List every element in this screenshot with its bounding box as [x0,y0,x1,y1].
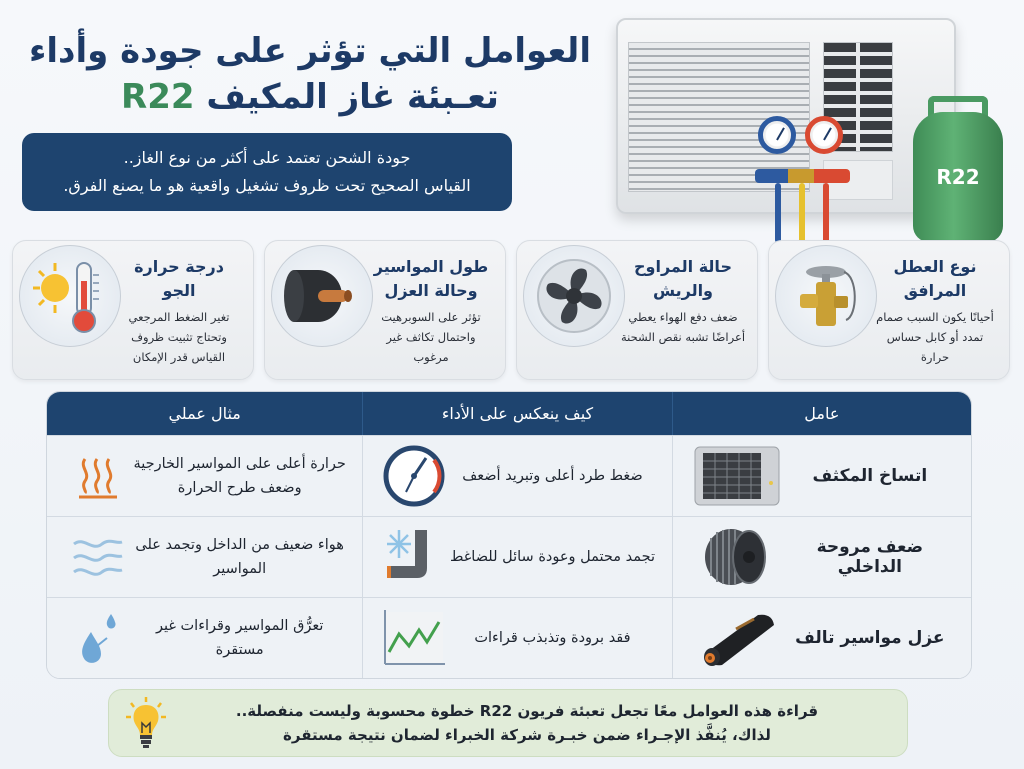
footer-text [171,699,883,747]
hero-illustration [610,14,1010,244]
card-description: تؤثر على السوبرهيت واحتمال تكاثف غير مرغوب [381,310,481,364]
air-waves-icon [63,524,133,590]
fan-icon [523,245,625,347]
footer-note [108,689,908,757]
footer-line-2: لذاك، يُنفَّذ الإجـراء ضمن خبـرة شركة الخبراء لضمان نتيجة مستقرة [283,726,771,744]
insulated-pipe-icon [271,245,373,347]
factor-label: عزل مواسير تالف [795,628,945,648]
cell-example [47,598,362,678]
water-drops-icon [63,605,133,671]
factor-card [264,240,506,380]
title-block [20,28,600,120]
factor-label: اتساخ المكثف [812,466,928,486]
effect-text: فقد برودة وتذبذب قراءات [474,630,631,646]
table-row [47,435,971,516]
page-title-line-1: العوامل التي تؤثر على جودة وأداء [29,31,591,71]
manifold-icon [755,169,850,183]
card-text [115,255,243,367]
cylinder-label: R22 [936,165,980,189]
example-text: تعرُّق المواسير وقراءات غير مستقرة [155,618,324,658]
card-title: نوع العطل المرافق [893,257,977,300]
header-effect: كيف ينعكس على الأداء [362,392,671,435]
footer-line-1: قراءة هذه العوامل معًا تجعل تعبئة فريون R22 خطوة محسوبة وليست منفصلة.. [235,702,819,720]
frozen-pipe-icon [379,524,449,590]
factor-card [516,240,758,380]
intro-line-1: جودة الشحن تعتمد على أكثر من نوع الغاز.. [123,148,411,167]
card-title: درجة حرارة الجو [134,257,224,300]
cell-example [47,517,362,597]
damaged-insulation-icon [689,605,785,671]
card-title: حالة المراوح والريش [634,257,732,300]
pressure-gauge-icon [379,443,449,509]
effect-text: ضغط طرد أعلى وتبريد أضعف [462,468,643,484]
fluctuating-chart-icon [379,605,449,671]
sun-thermometer-icon [19,245,121,347]
cell-factor [672,598,971,678]
factor-cards [14,240,1010,380]
red-hose [823,183,829,243]
factor-card [768,240,1010,380]
header-factor: عامل [672,392,971,435]
title-text: تعـبئة غاز المكيف [206,77,499,117]
cell-factor [672,517,971,597]
table-header [47,392,971,435]
card-text [367,255,495,367]
high-pressure-gauge-icon [805,116,843,154]
heat-waves-icon [63,443,133,509]
cell-effect [362,436,671,516]
card-description: أحيانًا يكون السبب صمام تمدد أو كابل حساس حرارة [876,310,994,364]
header-example: مثال عملي [168,404,241,423]
factor-label: ضعف مروحة الداخلي [816,537,924,577]
card-title: طول المواسير وحالة العزل [373,257,489,300]
factor-card [12,240,254,380]
cell-factor [672,436,971,516]
r22-cylinder-icon [913,112,1003,242]
blower-wheel-icon [689,524,785,590]
cell-effect [362,598,671,678]
blue-hose [775,183,781,243]
table-row [47,597,971,678]
card-description: تغير الضغط المرجعي وتحتاج تثبيت ظروف القياس قدر الإمكان [128,310,230,364]
lightbulb-icon [121,693,171,753]
low-pressure-gauge-icon [758,116,796,154]
cell-example [47,436,362,516]
example-text: حرارة أعلى على المواسير الخارجية وضعف طرح الحرارة [133,456,346,496]
page-title-line-2 [20,74,600,120]
intro-banner [22,133,512,211]
title-accent-r22: R22 [121,77,195,117]
yellow-hose [799,183,805,243]
condenser-icon [689,443,785,509]
card-text [871,255,999,367]
table-row [47,516,971,597]
intro-line-2: القياس الصحيح تحت ظروف تشغيل واقعية هو ما يصنع الفرق. [63,176,471,195]
card-description: ضعف دفع الهواء يعطي أعراضًا تشبه نقص الشحنة [620,310,746,344]
cell-effect [362,517,671,597]
example-text: هواء ضعيف من الداخل وتجمد على المواسير [135,537,344,577]
expansion-valve-icon [775,245,877,347]
effect-text: تجمد محتمل وعودة سائل للضاغط [449,549,655,565]
factors-table [46,391,972,679]
card-text [619,255,747,347]
ac-unit-icon [616,18,956,214]
